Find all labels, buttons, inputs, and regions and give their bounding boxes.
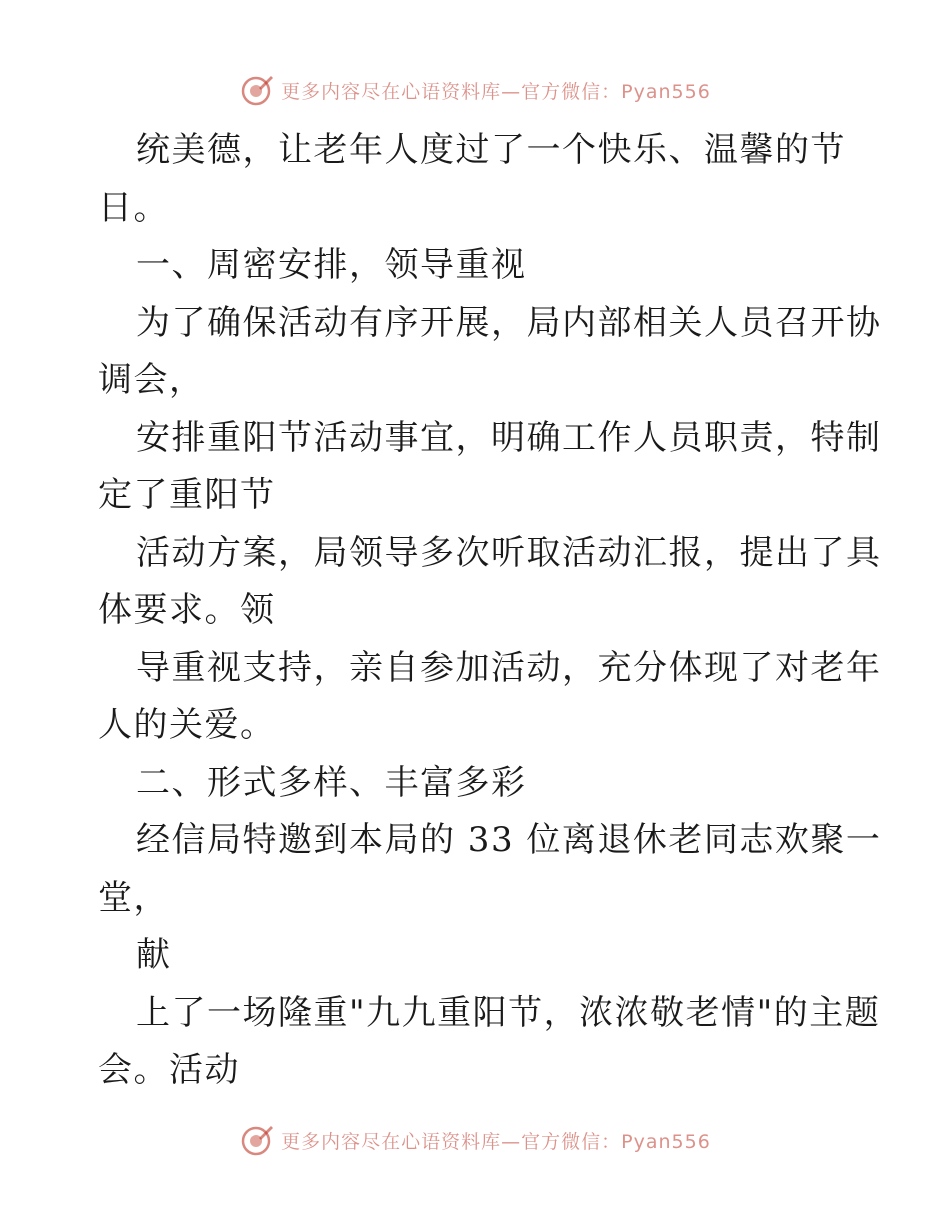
text-line: 统美德，让老年人度过了一个快乐、温馨的节 bbox=[136, 130, 846, 170]
text-line: 导重视支持，亲自参加活动，充分体现了对老年 bbox=[136, 647, 882, 688]
text-line: 定了重阳节 bbox=[98, 475, 276, 515]
watermark-text: 更多内容尽在心语资料库—官方微信：Pyan556 bbox=[281, 1130, 711, 1153]
text-line: 为了确保活动有序开展，局内部相关人员召开协 bbox=[136, 302, 882, 343]
text-line: 安排重阳节活动事宜，明确工作人员职责，特制 bbox=[136, 417, 882, 458]
watermark-text: 更多内容尽在心语资料库—官方微信：Pyan556 bbox=[281, 80, 711, 103]
text-line: 献 bbox=[136, 935, 172, 975]
text-line: 日。 bbox=[98, 187, 169, 228]
footer-watermark bbox=[0, 1120, 950, 1160]
document-body bbox=[98, 122, 882, 1100]
text-line: 体要求。领 bbox=[98, 590, 276, 630]
text-line: 调会， bbox=[98, 360, 205, 400]
brand-logo-icon bbox=[239, 72, 275, 108]
text-line: 人的关爱。 bbox=[98, 705, 276, 745]
text-line: 二、形式多样、丰富多彩 bbox=[136, 762, 527, 803]
text-line: 上了一场隆重"九九重阳节，浓浓敬老情"的主题 bbox=[136, 992, 881, 1033]
text-line: 一、周密安排，领导重视 bbox=[136, 245, 527, 285]
text-line: 堂， bbox=[98, 877, 169, 918]
text-line: 会。活动 bbox=[98, 1050, 240, 1090]
text-line: 经信局特邀到本局的 33 位离退休老同志欢聚一 bbox=[136, 820, 882, 860]
text-line: 活动方案，局领导多次听取活动汇报，提出了具 bbox=[136, 532, 882, 573]
header-watermark bbox=[0, 70, 950, 110]
brand-logo-icon bbox=[239, 1122, 275, 1158]
